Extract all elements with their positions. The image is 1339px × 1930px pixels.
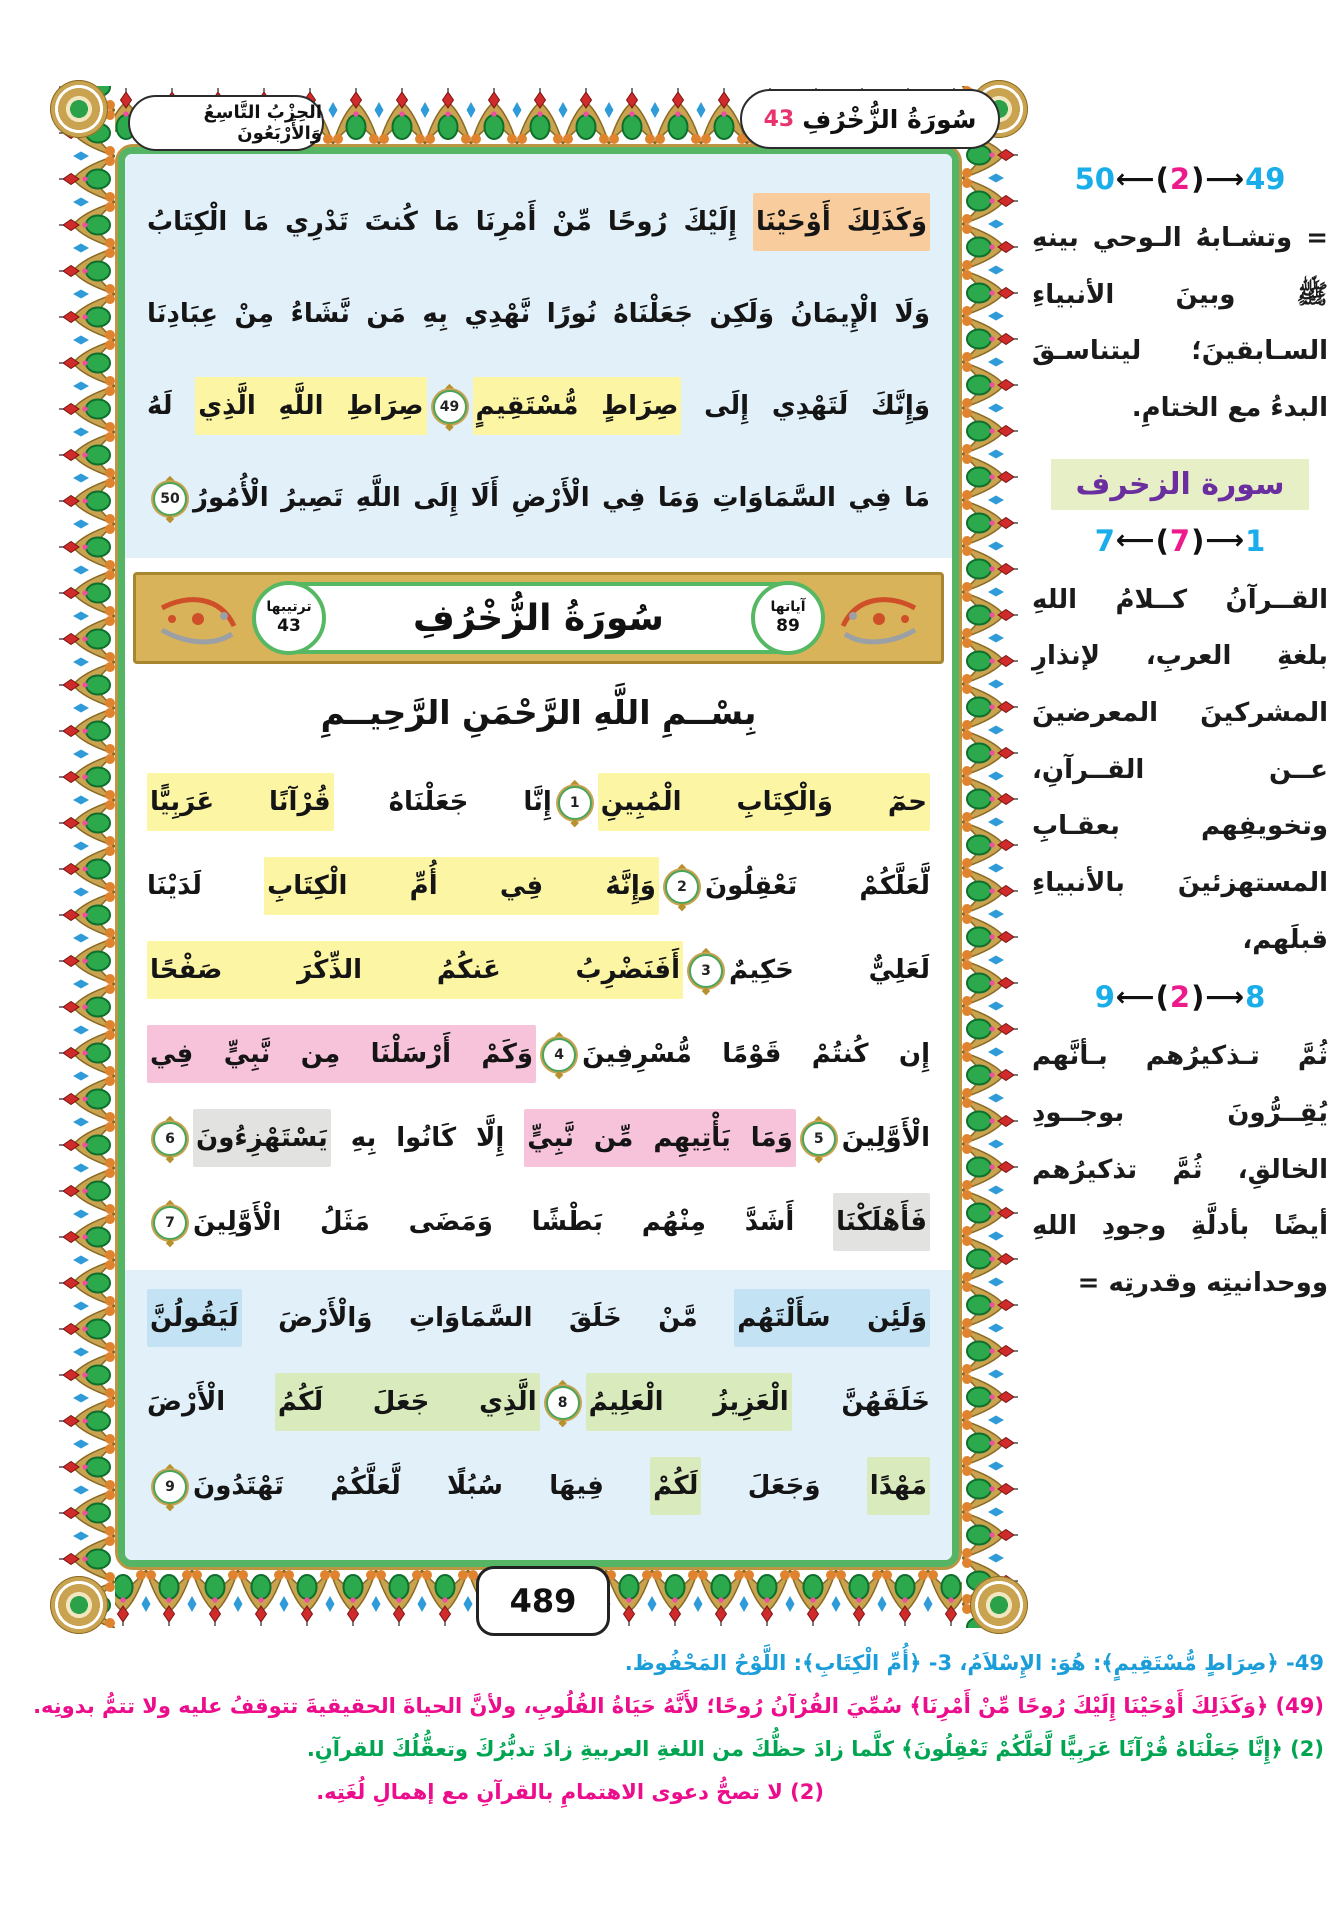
ayah-end-marker <box>557 778 593 828</box>
highlighted-verse-text: وَكَذَلِكَ أَوْحَيْنَا <box>753 193 930 251</box>
verse-text: وَإِنَّكَ لَتَهْدِي إِلَى <box>681 391 930 421</box>
verse-text: لَّعَلَّكُمْ تَعْقِلُونَ <box>704 871 930 901</box>
highlighted-verse-text: حمٓ وَالْكِتَابِ الْمُبِينِ <box>598 773 930 831</box>
ayah-range-indicator <box>1032 162 1328 196</box>
ayah-number: ◆ 4 <box>542 1038 576 1072</box>
highlighted-verse-text: وَكَمْ أَرْسَلْنَا مِن نَّبِيٍّ فِي <box>147 1025 536 1083</box>
floral-ornament-icon <box>154 586 240 650</box>
ayah-number: ◆ 8 <box>546 1386 580 1420</box>
surah-header-number: 43 <box>763 106 795 132</box>
quran-line <box>147 1444 930 1528</box>
highlighted-verse-text: صِرَاطٍ مُّسْتَقِيمٍ <box>473 377 682 435</box>
highlighted-verse-text: وَمَا يَأْتِيهِم مِّن نَّبِيٍّ <box>524 1109 796 1167</box>
surah-title-banner <box>133 572 944 664</box>
tafsir-paragraph: = وتشـابهُ الـوحي بينهِ ﷺ وبينَ الأنبياءِ السـابقينَ؛ ليتناسـقَ البدءُ مع الختامِ. <box>1032 223 1328 424</box>
mushaf-panel <box>115 144 962 1570</box>
verse-text: مَا فِي السَّمَاوَاتِ وَمَا فِي الْأَرْضِ أَلَا إِلَى اللَّهِ تَصِيرُ الْأُمُورُ <box>193 483 930 513</box>
left-arrow-icon: ⟵ <box>1115 163 1155 195</box>
footnotes <box>24 1642 1324 1814</box>
verse-text: وَلَا الْإِيمَانُ وَلَكِن جَعَلْنَاهُ نُورًا نَّهْدِي بِهِ مَن نَّشَاءُ مِنْ عِبَادِنَا <box>147 299 930 329</box>
right-arrow-icon: ⟶ <box>1205 525 1245 557</box>
surah-header-cartouche <box>740 89 1000 149</box>
ayah-end-marker <box>152 1462 188 1512</box>
ayah-number: ◆ 1 <box>558 786 592 820</box>
quran-line <box>147 452 930 544</box>
tafsir-paragraph: القــرآنُ كــلامُ اللهِ بلغةِ العربِ، لإنذارِ المشركينَ المعرضينَ عــن القــرآنِ، وتخويفِهم بعقـابِ المستهزئينَ بالأنبياءِ قبلَهم، <box>1032 584 1328 955</box>
quran-line <box>147 1096 930 1180</box>
footnote: (49) ﴿وَكَذَلِكَ أَوْحَيْنَا إِلَيْكَ رُوحًا مِّنْ أَمْرِنَا﴾ سُمِّيَ القُرْآنُ رُوحًا؛ لأَنَّهُ حَيَاةُ القُلُوبِ، ولأنَّ الحياةَ الحقيقيةَ تتوقفُ عليه ولا تتمُّ بدونِه. <box>33 1694 1324 1718</box>
parenthesis: ( <box>1155 162 1169 196</box>
highlighted-verse-text: فَأَهْلَكْنَا <box>833 1193 930 1251</box>
footnote: 49- ﴿صِرَاطٍ مُّسْتَقِيمٍ﴾: هُوَ: الإِسْلاَمُ، 3- ﴿أُمِّ الْكِتَابِ﴾: اللَّوْحُ المَحْفُوظ. <box>624 1651 1324 1675</box>
ayah-count-number: 2 <box>1169 162 1191 196</box>
highlighted-verse-text: الْعَزِيزُ الْعَلِيمُ <box>586 1373 792 1431</box>
verse-text: إِلَيْكَ رُوحًا مِّنْ أَمْرِنَا مَا كُنتَ تَدْرِي مَا الْكِتَابُ <box>147 207 753 237</box>
verse-text: لَدَيْنَا <box>147 871 265 901</box>
ayah-count-number: 2 <box>1169 980 1191 1015</box>
highlighted-verse-text: لَيَقُولُنَّ <box>147 1289 242 1347</box>
parenthesis: ( <box>1155 523 1169 558</box>
parenthesis: ) <box>1191 980 1205 1015</box>
quran-line <box>147 268 930 360</box>
ayah-number: ◆ 7 <box>153 1206 187 1240</box>
quran-line <box>147 176 930 268</box>
highlighted-verse-text: صِرَاطِ اللَّهِ الَّذِي <box>195 377 426 435</box>
ayah-end-marker <box>801 1114 837 1164</box>
verse-text: مَّنْ خَلَقَ السَّمَاوَاتِ وَالْأَرْضَ <box>241 1303 735 1333</box>
highlighted-verse-text: وَإِنَّهُ فِي أُمِّ الْكِتَابِ <box>264 857 659 915</box>
verse-text: لَعَلِيٌّ حَكِيمٌ <box>729 955 930 985</box>
footnote: (2) لا تصحُّ دعوى الاهتمامِ بالقرآنِ مع إهمالِ لُغَتِه. <box>316 1780 824 1804</box>
verse-text: إِنَّا جَعَلْنَاهُ <box>333 787 552 817</box>
ayah-number: ◆ 50 <box>153 482 187 516</box>
ayah-end-marker <box>152 1114 188 1164</box>
surah-header-name: سُورَةُ الزُّخْرُفِ <box>802 104 977 134</box>
parenthesis: ) <box>1191 162 1205 196</box>
ayah-number: ◆ 49 <box>433 390 467 424</box>
floral-ornament-icon <box>837 586 923 650</box>
verse-text: خَلَقَهُنَّ <box>791 1387 930 1417</box>
hizb-label-cartouche <box>128 95 324 151</box>
frame-border-left <box>57 86 115 1628</box>
mushaf-panel-inner <box>118 147 959 1567</box>
highlighted-verse-text: يَسْتَهْزِءُونَ <box>193 1109 331 1167</box>
ayah-end-marker <box>541 1030 577 1080</box>
ayah-end-marker <box>664 862 700 912</box>
ayah-count-number: 7 <box>1169 523 1191 558</box>
highlighted-verse-text: قُرْآنًا عَرَبِيًّا <box>147 773 334 831</box>
page-number: 489 <box>476 1566 610 1636</box>
ayah-number: ◆ 9 <box>153 1470 187 1504</box>
left-arrow-icon: ⟵ <box>1115 981 1155 1013</box>
verses-zukhruf-8-9 <box>125 1270 952 1560</box>
quran-line <box>147 360 930 452</box>
right-arrow-icon: ⟶ <box>1205 981 1245 1013</box>
surah-title-cartouche <box>256 582 821 654</box>
ayah-end-marker <box>432 382 468 432</box>
range-start-number: 49 <box>1245 162 1286 196</box>
parenthesis: ( <box>1155 980 1169 1015</box>
quran-line <box>147 1360 930 1444</box>
quran-line <box>147 844 930 928</box>
verse-text: إِلَّا كَانُوا بِهِ <box>330 1123 525 1153</box>
left-arrow-icon: ⟵ <box>1115 525 1155 557</box>
sidebar-surah-title: سورة الزخرف <box>1051 459 1308 510</box>
ayat-count-value: 89 <box>776 615 800 636</box>
verse-text: أَشَدَّ مِنْهُم بَطْشًا وَمَضَى مَثَلُ الْأَوَّلِينَ <box>193 1207 834 1237</box>
hizb-label: الحِزْبُ التَّاسِعُ وَالأَرْبَعُونَ <box>203 102 322 144</box>
surah-order-value: 43 <box>277 615 301 636</box>
highlighted-verse-text: أَفَنَضْرِبُ عَنكُمُ الذِّكْرَ صَفْحًا <box>147 941 683 999</box>
quran-line <box>147 1012 930 1096</box>
range-end-number: 50 <box>1074 162 1115 196</box>
tafsir-sidebar <box>1032 156 1328 1324</box>
surah-order-label: ترتيبها <box>266 599 312 616</box>
verses-shura-end <box>125 154 952 558</box>
frame-corner-ornament <box>970 1576 1028 1634</box>
highlighted-verse-text: وَلَئِن سَأَلْتَهُم <box>734 1289 930 1347</box>
verse-text: وَجَعَلَ <box>701 1471 867 1501</box>
range-end-number: 7 <box>1094 523 1115 558</box>
frame-corner-ornament <box>50 1576 108 1634</box>
ayah-end-marker <box>152 474 188 524</box>
frame-border-right <box>962 86 1020 1628</box>
verse-text: الْأَرْضَ <box>147 1387 275 1417</box>
verse-text: فِيهَا سُبُلًا لَّعَلَّكُمْ تَهْتَدُونَ <box>193 1471 651 1501</box>
verse-text: لَهُ <box>147 391 196 421</box>
frame-corner-ornament <box>50 80 108 138</box>
footnote: (2) ﴿إِنَّا جَعَلْنَاهُ قُرْآنًا عَرَبِيًّا لَّعَلَّكُمْ تَعْقِلُونَ﴾ كلَّما زادَ حظُّكَ من اللغةِ العربيةِ زادَ تدبُّرُكَ وتعقُّلُكَ للقرآنِ. <box>306 1737 1324 1761</box>
verse-text: الْأَوَّلِينَ <box>841 1123 930 1153</box>
ayat-count-circle <box>751 581 825 655</box>
ayah-end-marker <box>545 1378 581 1428</box>
ayah-number: ◆ 6 <box>153 1122 187 1156</box>
surah-order-circle <box>252 581 326 655</box>
highlighted-verse-text: لَكُمْ <box>650 1457 701 1515</box>
ayah-end-marker <box>688 946 724 996</box>
surah-title: سُورَةُ الزُّخْرُفِ <box>413 597 664 639</box>
ayah-end-marker <box>152 1198 188 1248</box>
basmala: بِسْــمِ اللَّهِ الرَّحْمَنِ الرَّحِيــمِ <box>125 670 952 754</box>
highlighted-verse-text: مَهْدًا <box>867 1457 930 1515</box>
ayah-range-indicator <box>1032 980 1328 1014</box>
range-end-number: 9 <box>1094 980 1115 1015</box>
range-start-number: 1 <box>1245 523 1266 558</box>
right-arrow-icon: ⟶ <box>1205 163 1245 195</box>
parenthesis: ) <box>1191 523 1205 558</box>
tafsir-paragraph: ثُمَّ تـذكيرُهم بـأنَّهم يُقِــرُّونَ بوجــودِ الخالقِ، ثُمَّ تذكيرُهم أيضًا بأدلَّةِ وجودِ اللهِ ووحدانيتِه وقدرتِه = <box>1032 1041 1328 1299</box>
verses-zukhruf-1-7 <box>125 754 952 1270</box>
quran-line <box>147 1276 930 1360</box>
quran-line <box>147 760 930 844</box>
range-start-number: 8 <box>1245 980 1266 1015</box>
ayah-number: ◆ 2 <box>665 870 699 904</box>
ayah-number: ◆ 3 <box>689 954 723 988</box>
quran-line <box>147 928 930 1012</box>
highlighted-verse-text: الَّذِي جَعَلَ لَكُمُ <box>275 1373 540 1431</box>
quran-line <box>147 1180 930 1264</box>
verse-text: إِن كُنتُمْ قَوْمًا مُّسْرِفِينَ <box>582 1039 930 1069</box>
ayah-number: ◆ 5 <box>802 1122 836 1156</box>
ayat-count-label: آياتها <box>770 599 806 616</box>
ayah-range-indicator <box>1032 524 1328 558</box>
